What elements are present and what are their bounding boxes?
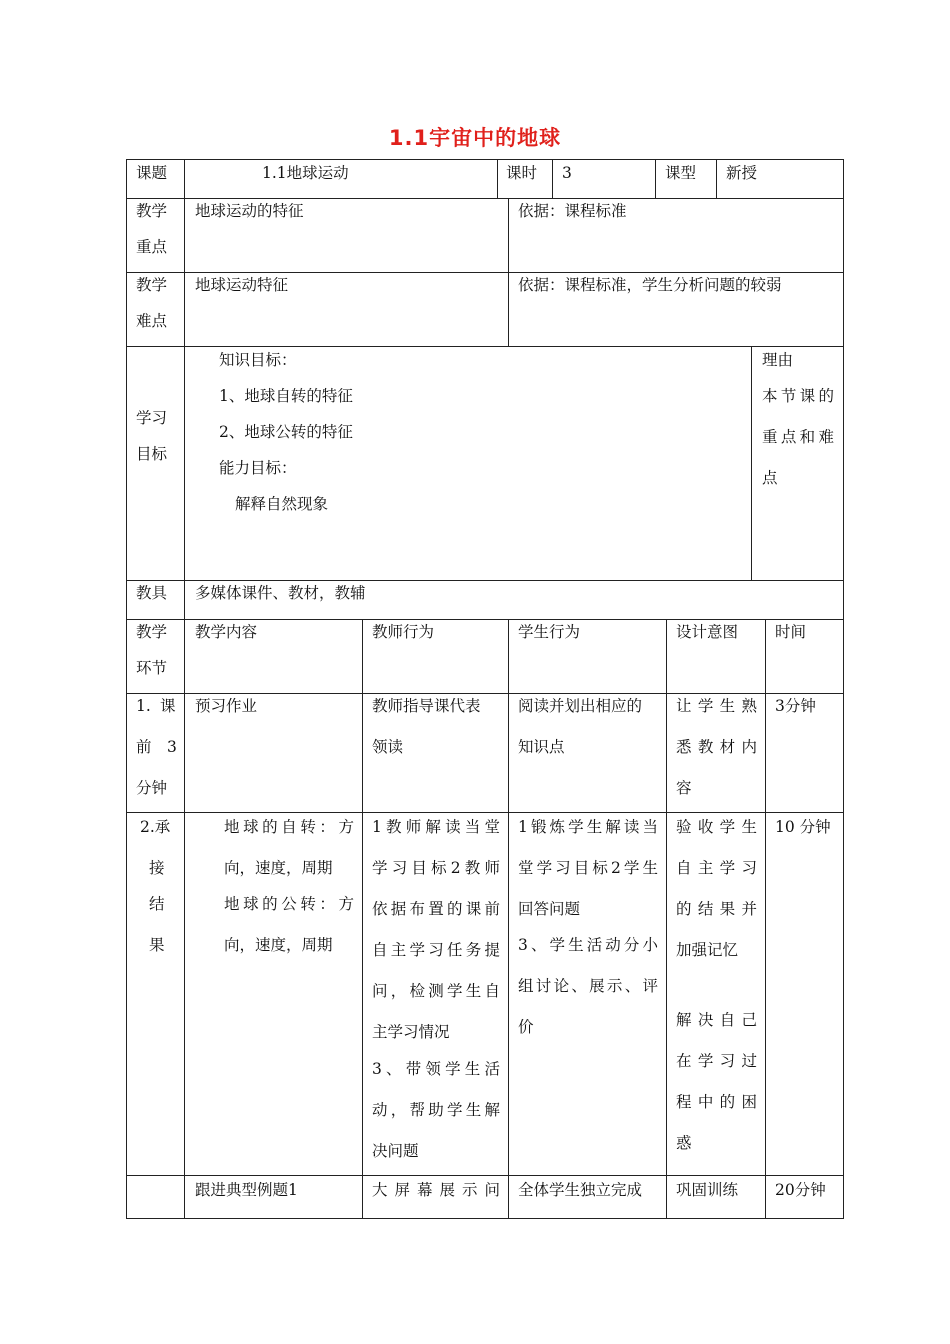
row2-stage: 接 [149, 859, 165, 877]
objective-item: 2、地球公转的特征 [219, 423, 353, 441]
teacher-header: 教师行为 [372, 623, 435, 641]
table-border-left [126, 159, 127, 1219]
table-border-right [843, 159, 844, 1219]
objectives-label: 目标 [136, 445, 168, 463]
periods-label: 课时 [506, 164, 538, 182]
key-points-basis: 依据：课程标准 [518, 202, 627, 220]
row1-stage: 课 [160, 697, 176, 715]
row2-intent: 在学习过 [676, 1052, 757, 1070]
row2-stage: 2.承 [140, 818, 171, 836]
row2-teacher: 问，检测学生自 [372, 982, 500, 1000]
ability-item: 解释自然现象 [235, 495, 329, 513]
row2-teacher: 自主学习任务提 [372, 941, 500, 959]
col-divider [655, 159, 656, 199]
row1-teacher: 领读 [372, 738, 404, 756]
row2-student: 3、学生活动分小 [518, 936, 658, 954]
row2-time: 10 分钟 [775, 818, 831, 836]
time-header: 时间 [775, 623, 807, 641]
ability-heading: 能力目标： [219, 459, 297, 477]
objective-item: 1、地球自转的特征 [219, 387, 353, 405]
stage-header: 教学 [136, 623, 168, 641]
row2-student: 组讨论、展示、评 [518, 977, 658, 995]
table-border-bottom [126, 1218, 844, 1219]
row2-intent: 的结果并 [676, 900, 757, 918]
difficulties-basis: 依据：课程标准，学生分析问题的较弱 [518, 276, 782, 294]
row2-content: 地球的公转：方 [224, 895, 354, 913]
row3-student: 全体学生独立完成 [518, 1181, 643, 1199]
row3-teacher: 大屏幕展示问 [372, 1181, 500, 1199]
difficulties-label: 教学 [136, 276, 168, 294]
row2-intent: 自主学习 [676, 859, 757, 877]
row2-intent: 解决自己 [676, 1011, 757, 1029]
key-points-content: 地球运动的特征 [195, 202, 304, 220]
row2-intent: 惑 [676, 1134, 692, 1152]
tools-label: 教具 [136, 584, 168, 602]
student-header: 学生行为 [518, 623, 581, 641]
row2-content: 向，速度，周期 [224, 936, 333, 954]
stage-header: 环节 [136, 659, 168, 677]
reason-text: 本节课的 [762, 387, 834, 405]
row1-student: 知识点 [518, 738, 565, 756]
difficulties-label: 难点 [136, 312, 168, 330]
type-value: 新授 [726, 164, 758, 182]
row2-student: 价 [518, 1018, 534, 1036]
key-points-label: 教学 [136, 202, 168, 220]
row2-teacher: 主学习情况 [372, 1023, 450, 1041]
row2-content: 向，速度，周期 [224, 859, 333, 877]
row2-intent: 验收学生 [676, 818, 757, 836]
row2-student: 堂学习目标2学生 [518, 859, 658, 877]
reason-text: 点 [762, 469, 778, 487]
col-divider [666, 619, 667, 1219]
col-divider [497, 159, 498, 199]
key-points-label: 重点 [136, 238, 168, 256]
difficulties-content: 地球运动特征 [195, 276, 289, 294]
topic-label: 课题 [136, 164, 168, 182]
intent-header: 设计意图 [676, 623, 739, 641]
row2-intent: 加强记忆 [676, 941, 739, 959]
col-divider [751, 346, 752, 581]
row2-student: 1锻炼学生解读当 [518, 818, 658, 836]
tools-content: 多媒体课件、教材，教辅 [195, 584, 366, 602]
row1-stage: 3 [167, 738, 177, 756]
document-title: 1.1宇宙中的地球 [388, 126, 562, 150]
col-divider [184, 159, 185, 1219]
periods-value: 3 [562, 164, 572, 182]
row1-intent: 容 [676, 779, 692, 797]
col-divider [508, 198, 509, 347]
row2-teacher: 依据布置的课前 [372, 900, 500, 918]
row1-stage: 分钟 [136, 779, 168, 797]
row3-content: 跟进典型例题1 [195, 1181, 298, 1199]
row1-content: 预习作业 [195, 697, 258, 715]
row1-stage: 1. [136, 697, 151, 715]
row2-stage: 果 [149, 936, 165, 954]
col-divider [765, 619, 766, 1219]
knowledge-heading: 知识目标： [219, 351, 297, 369]
content-header: 教学内容 [195, 623, 258, 641]
row1-intent: 悉教材内 [676, 738, 757, 756]
row2-teacher: 动，帮助学生解 [372, 1101, 500, 1119]
row2-student: 回答问题 [518, 900, 581, 918]
col-divider [362, 619, 363, 1219]
col-divider [508, 619, 509, 1219]
row2-teacher: 学习目标2教师 [372, 859, 500, 877]
row1-stage: 前 [136, 738, 152, 756]
type-label: 课型 [665, 164, 697, 182]
row2-content: 地球的自转：方 [224, 818, 354, 836]
reason-heading: 理由 [762, 351, 794, 369]
row1-time: 3分钟 [775, 697, 816, 715]
row1-student: 阅读并划出相应的 [518, 697, 643, 715]
row1-intent: 让学生熟 [676, 697, 757, 715]
col-divider [716, 159, 717, 199]
row2-teacher: 决问题 [372, 1142, 419, 1160]
reason-text: 重点和难 [762, 428, 834, 446]
objectives-label: 学习 [136, 409, 168, 427]
row1-teacher: 教师指导课代表 [372, 697, 481, 715]
row2-stage: 结 [149, 895, 165, 913]
topic-value: 1.1地球运动 [262, 164, 349, 182]
row3-intent: 巩固训练 [676, 1181, 739, 1199]
row2-teacher: 1教师解读当堂 [372, 818, 500, 836]
row2-teacher: 3、带领学生活 [372, 1060, 500, 1078]
row2-intent: 程中的困 [676, 1093, 757, 1111]
row3-time: 20分钟 [775, 1181, 826, 1199]
